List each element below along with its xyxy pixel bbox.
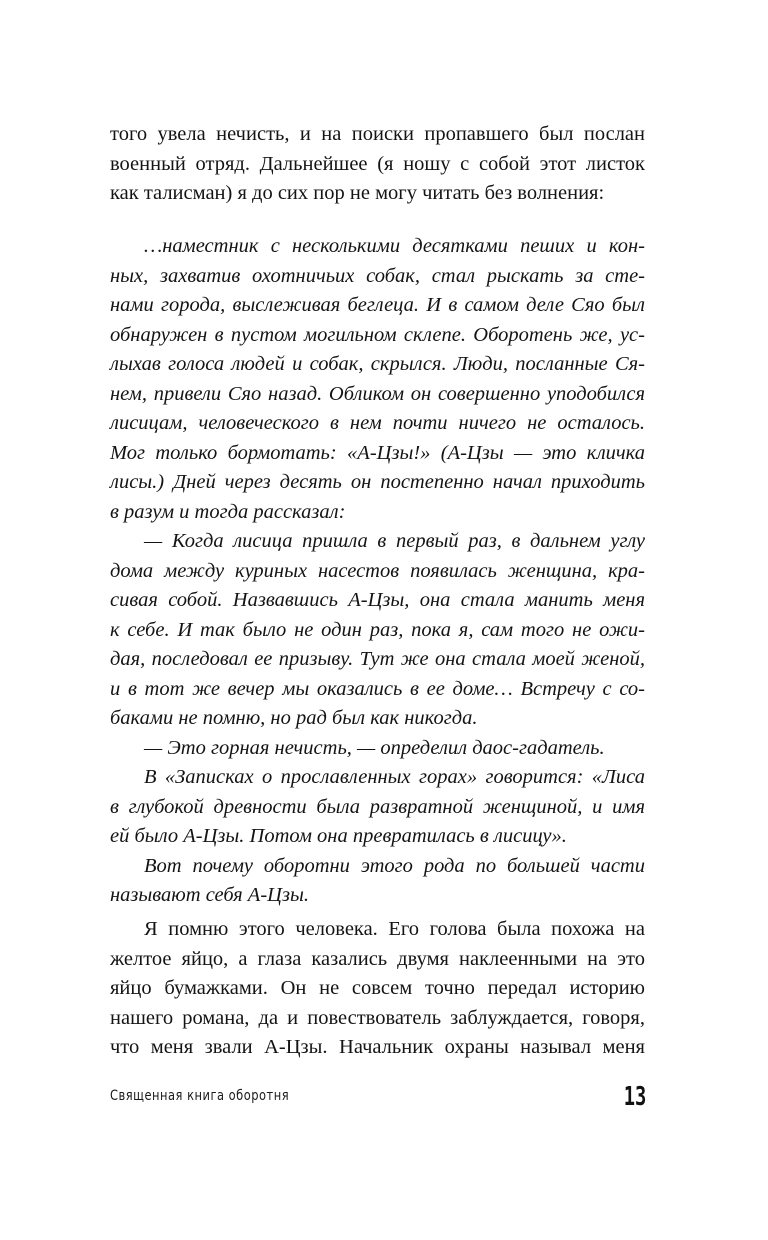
text-line: что меня звали А-Цзы. Начальник охраны называл меня [110,1036,645,1058]
text-line: того увела нечисть, и на поиски пропавшего был послан [110,123,645,145]
closing-paragraph [110,915,645,1063]
quote-line: и в тот же вечер мы оказались в ее доме… Встречу с со- [110,677,645,700]
quote-line: в глубокой древности была развратной женщиной, и имя [110,795,645,818]
quote-line: лисицам, человеческого в нем почти ничего не осталось. [110,412,645,434]
quoted-passage [110,232,645,911]
text-line: как талисман) я до сих пор не могу читать без волнения: [110,182,605,204]
quote-line: Вот почему оборотни этого рода по большей части [144,854,645,877]
quote-line: сивая собой. Назвавшись А-Цзы, она стала манить меня [110,589,645,611]
text-line: желтое яйцо, а глаза казались двумя наклеенными на это [110,947,645,970]
text-line: нашего романа, да и повествователь заблуждается, говоря, [110,1006,645,1029]
quote-line: ей было А-Цзы. Потом она превратилась в лисицу». [110,825,567,847]
quote-line: называют себя А-Цзы. [110,884,309,906]
quote-line: нами города, выслеживая беглеца. И в самом деле Сяо был [110,294,645,316]
quote-line: — Это горная нечисть, — определил даос-гадатель. [144,736,605,759]
quote-line: дая, последовал ее призыву. Тут же она стала моей женой, [110,648,645,670]
quote-line: — Когда лисица пришла в первый раз, в дальнем углу [144,530,645,552]
quote-line: лыхав голоса людей и собак, скрылся. Люди, посланные Ся- [110,353,645,375]
quote-line: обнаружен в пустом могильном склепе. Оборотень же, ус- [110,323,645,346]
quote-line: баками не помню, но рад был как никогда. [110,707,478,729]
running-footer-title: Священная книга оборотня [110,1088,290,1104]
quote-line: нем, привели Сяо назад. Обликом он совершенно уподобился [110,382,645,405]
quote-line: ных, захватив охотничьих собак, стал рыскать за сте- [110,264,645,287]
quote-line: в разум и тогда рассказал: [110,500,346,523]
text-line: яйцо бумажками. Он не совсем точно передал историю [110,977,645,999]
intro-paragraph [110,120,645,209]
text-line: Я помню этого человека. Его голова была похожа на [144,918,645,940]
quote-line: лисы.) Дней через десять он постепенно начал приходить [110,471,645,493]
text-line: военный отряд. Дальнейшее (я ношу с собой этот листок [110,152,645,175]
quote-line: В «Записках о прославленных горах» говорится: «Лиса [144,766,645,788]
quote-line: к себе. И так было не один раз, пока я, сам того не ожи- [110,618,645,641]
quote-line: …наместник с несколькими десятками пеших и кон- [144,235,645,257]
quote-line: дома между куриных насестов появилась женщина, кра- [110,559,645,582]
quote-line: Мог только бормотать: «А-Цзы!» (А-Цзы — это кличка [110,441,645,464]
page-number: 13 [623,1082,646,1112]
